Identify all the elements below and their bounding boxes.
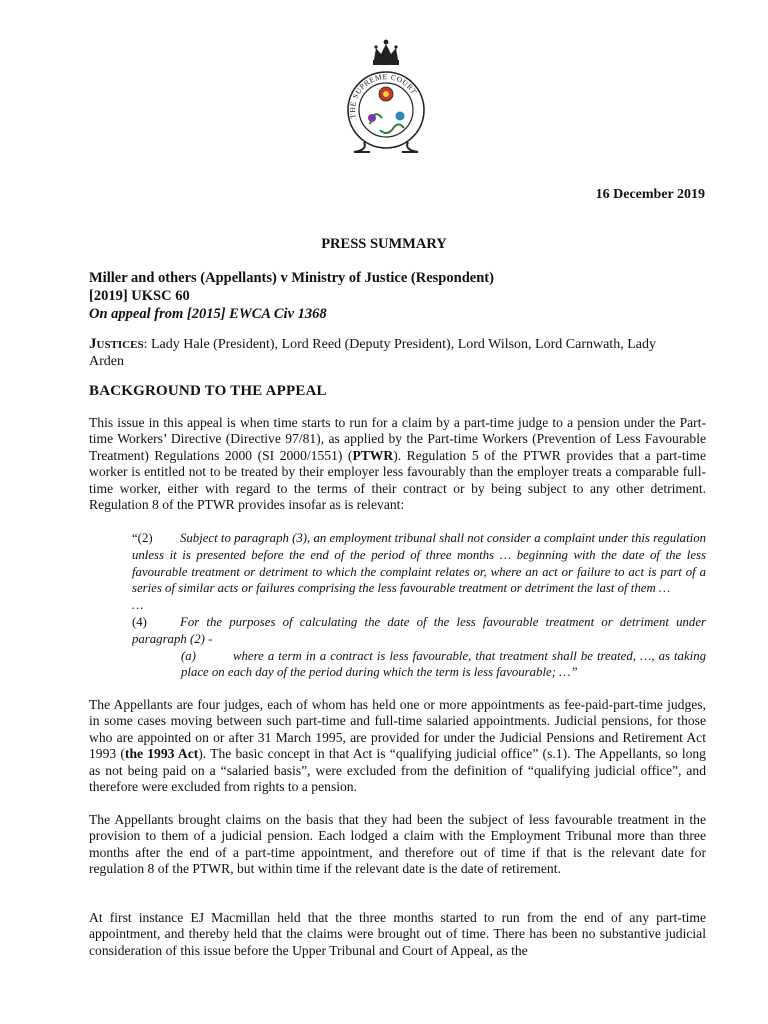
flax-icon [396, 112, 405, 121]
leek-icon [380, 130, 392, 133]
section-heading: BACKGROUND TO THE APPEAL [89, 383, 327, 399]
paragraph-3: The Appellants brought claims on the basis that they had been the subject of less favourable treatment in the provision to them of a judicial pension. Each lodged a claim with the Employment Tribunal more than three months after the end of a part-time appointment, and therefore out of time if that is the relevant date for regulation 8 of the PTWR, but within time if the relevant date is the date of retirement. [89, 812, 706, 877]
justices-names: : Lady Hale (President), Lord Reed (Deputy President), Lord Wilson, Lord Carnwath, Lady Arden [89, 337, 656, 369]
paragraph-4: At first instance EJ Macmillan held that the three months started to run from the end of any part-time appointment, and thereby held that the claims were brought out of time. There has been no substantive judicial consideration of this issue before the Upper Tribunal and Court of Appeal, as the [89, 910, 706, 958]
crown-icon [373, 40, 399, 65]
crest-text: THE SUPREME COURT [347, 72, 419, 120]
quote-ellipsis: … [132, 598, 144, 613]
quote-clause-2: “(2) Subject to paragraph (3), an employment tribunal shall not consider a complaint under this regulation unless it is presented before the end of the period of three months … beginning with the date of the less favourable treatment or detriment to which the complaint relates or, where an act or failure to act is part of a series of similar acts or failures comprising the less favourable treatment or detriment the last of them … [132, 531, 706, 596]
case-citation: [2019] UKSC 60 [89, 288, 190, 304]
supreme-court-crest-logo [340, 38, 432, 163]
paragraph-2: The Appellants are four judges, each of whom has held one or more appointments as fee-paid-part-time judges, in some cases moving between such part-time and full-time salaried appointments. Judicial pensions, for those who are appointed on or after 31 March 1995, are provided for under the Judicial Pensions and Retirement Act 1993 (the 1993 Act). The basic concept in that Act is “qualifying judicial office” (s.1). The Appellants, so long as not being paid on a “salaried basis”, were excluded from the definition of “qualifying judicial office”, and therefore were excluded from rights to a pension. [89, 697, 706, 795]
justices-label: Justices [89, 336, 144, 352]
quote-clause-4: (4) For the purposes of calculating the date of the less favourable treatment or detriment under paragraph (2) - [132, 614, 706, 646]
thistle-icon [368, 114, 376, 122]
regulation-quote [132, 530, 706, 681]
paragraph-1: This issue in this appeal is when time starts to run for a claim by a part-time judge to a pension under the Part-time Workers’ Directive (Directive 97/81), as applied by the Part-time Workers (Prevention of Less Favourable Treatment) Regulations 2000 (SI 2000/1551) (PTWR). Regulation 5 of the PTWR provides that a part-time worker is entitled not to be treated by their employer less favourably than the employer treats a comparable full-time worker, either with regard to the terms of their contract or by being subject to any other detriment. Regulation 8 of the PTWR provides insofar as is relevant: [89, 415, 706, 513]
justices-line [89, 336, 679, 370]
document-title: PRESS SUMMARY [321, 236, 447, 252]
case-title: Miller and others (Appellants) v Ministry of Justice (Respondent) [89, 270, 494, 286]
press-date: 16 December 2019 [595, 187, 705, 202]
case-appeal-from: On appeal from [2015] EWCA Civ 1368 [89, 306, 327, 322]
quote-clause-a: (a) where a term in a contract is less favourable, that treatment shall be treated, …, as taking place on each day of the period during which the term is less favourable; …” [181, 648, 706, 680]
case-header [89, 269, 494, 323]
